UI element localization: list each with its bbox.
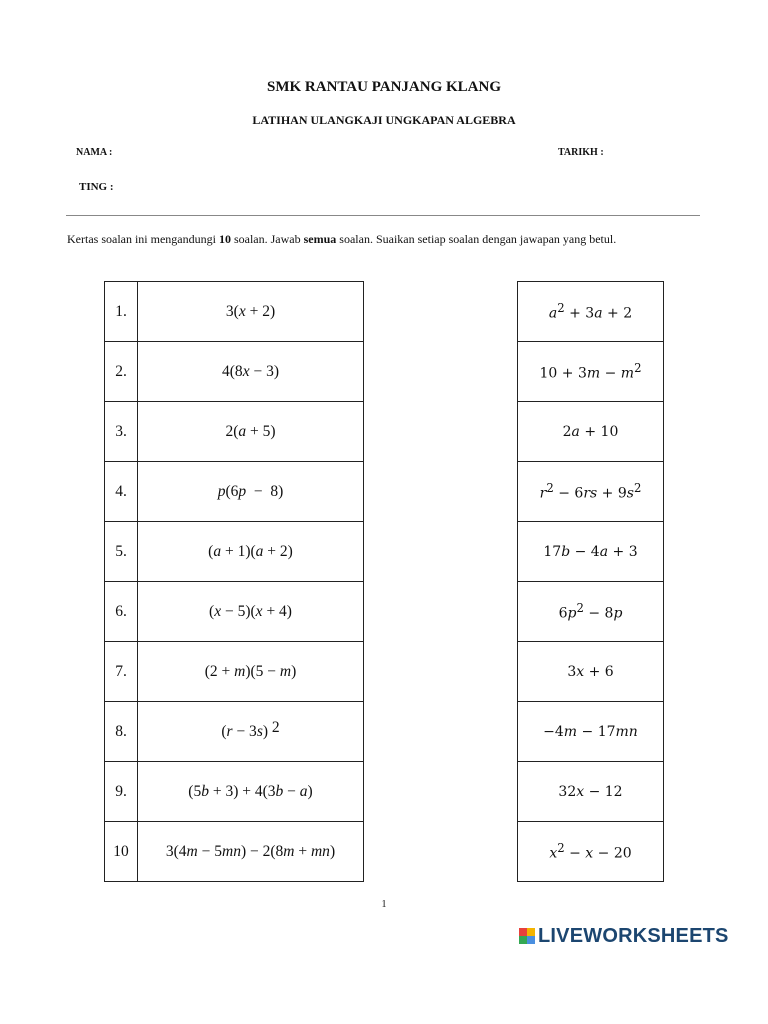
- question-expression: (r − 3s) 2: [138, 702, 364, 762]
- brand-name: LIVEWORKSHEETS: [538, 924, 729, 947]
- question-row: [105, 702, 364, 762]
- form-label: TING :: [79, 181, 114, 193]
- question-expression: (2 + m)(5 − m): [138, 642, 364, 702]
- question-expression: (x − 5)(x + 4): [138, 582, 364, 642]
- answer-row: [518, 462, 664, 522]
- question-number: 10: [105, 822, 138, 882]
- question-expression: (5b + 3) + 4(3b − a): [138, 762, 364, 822]
- instructions-all: semua: [303, 232, 337, 246]
- answer-expression[interactable]: 32x − 12: [518, 762, 664, 822]
- answer-expression[interactable]: $a^2 + 3a + 2$: [518, 282, 664, 342]
- answer-row: [518, 282, 664, 342]
- questions-table: [104, 281, 364, 882]
- question-row: [105, 762, 364, 822]
- instructions-text-3: soalan. Suaikan setiap soalan dengan jawapan yang betul.: [336, 232, 617, 246]
- question-number: 6.: [105, 582, 138, 642]
- question-row: [105, 522, 364, 582]
- question-number: 9.: [105, 762, 138, 822]
- answer-row: [518, 702, 664, 762]
- instructions: [67, 232, 616, 247]
- answer-row: [518, 822, 664, 882]
- instructions-text-1: Kertas soalan ini mengandungi: [67, 232, 219, 246]
- question-expression: 4(8x − 3): [138, 342, 364, 402]
- question-row: [105, 582, 364, 642]
- question-expression: 3(x + 2): [138, 282, 364, 342]
- answer-expression[interactable]: 3x + 6: [518, 642, 664, 702]
- instructions-count: 10: [218, 232, 231, 246]
- answer-expression[interactable]: 2a + 10: [518, 402, 664, 462]
- answer-expression[interactable]: $10 + 3m - m^2$: [518, 342, 664, 402]
- question-number: 3.: [105, 402, 138, 462]
- answer-expression[interactable]: 17b − 4a + 3: [518, 522, 664, 582]
- answer-row: [518, 762, 664, 822]
- question-row: [105, 462, 364, 522]
- question-expression: (a + 1)(a + 2): [138, 522, 364, 582]
- answer-row: [518, 642, 664, 702]
- answer-expression[interactable]: $x^2 - x - 20$: [518, 822, 664, 882]
- question-row: [105, 822, 364, 882]
- name-label: NAMA :: [76, 147, 113, 158]
- date-label: TARIKH :: [558, 147, 604, 158]
- answer-row: [518, 582, 664, 642]
- question-number: 8.: [105, 702, 138, 762]
- question-number: 4.: [105, 462, 138, 522]
- question-number: 2.: [105, 342, 138, 402]
- question-expression: 2(a + 5): [138, 402, 364, 462]
- school-name: SMK RANTAU PANJANG KLANG: [266, 79, 502, 95]
- question-number: 1.: [105, 282, 138, 342]
- header-divider: [66, 215, 700, 216]
- answer-expression[interactable]: −4m − 17mn: [518, 702, 664, 762]
- liveworksheets-icon: [519, 928, 535, 944]
- page-number: 1: [381, 899, 387, 910]
- question-row: [105, 402, 364, 462]
- answer-expression[interactable]: $r^2 - 6rs + 9s^2$: [518, 462, 664, 522]
- question-number: 5.: [105, 522, 138, 582]
- question-number: 7.: [105, 642, 138, 702]
- question-expression: 3(4m − 5mn) − 2(8m + mn): [138, 822, 364, 882]
- worksheet-title: LATIHAN ULANGKAJI UNGKAPAN ALGEBRA: [252, 113, 516, 127]
- answer-row: [518, 342, 664, 402]
- question-row: [105, 342, 364, 402]
- question-row: [105, 642, 364, 702]
- answers-table: [517, 281, 664, 882]
- liveworksheets-logo[interactable]: [519, 925, 729, 947]
- question-expression: p(6p − 8): [138, 462, 364, 522]
- instructions-text-2: soalan. Jawab: [230, 232, 304, 246]
- answer-row: [518, 522, 664, 582]
- answer-expression[interactable]: $6p^2 - 8p$: [518, 582, 664, 642]
- answer-row: [518, 402, 664, 462]
- question-row: [105, 282, 364, 342]
